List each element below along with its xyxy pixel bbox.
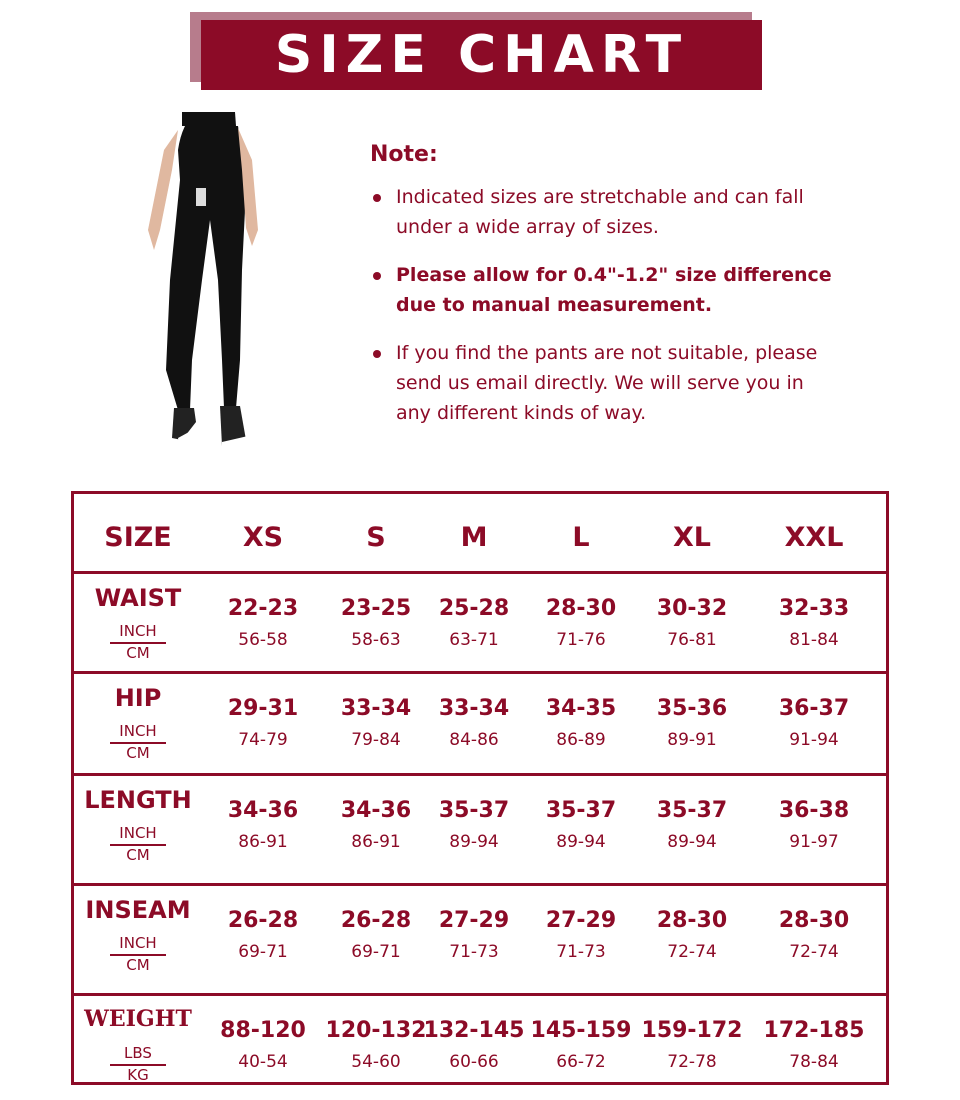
table-row — [74, 996, 886, 1084]
primary-value: 34-35 — [545, 696, 617, 721]
table-row — [74, 574, 886, 674]
primary-value: 30-32 — [656, 596, 728, 621]
secondary-value: 72-74 — [789, 942, 839, 962]
primary-value: 27-29 — [545, 908, 617, 933]
primary-value: 26-28 — [340, 908, 412, 933]
secondary-value: 81-84 — [789, 630, 839, 650]
unit-bottom-label: CM — [126, 644, 150, 662]
primary-value: 25-28 — [438, 596, 510, 621]
unit-top-label: INCH — [119, 722, 157, 740]
primary-value: 120-132 — [325, 1018, 427, 1043]
unit-bottom-label: CM — [126, 956, 150, 974]
unit-top-label: INCH — [119, 934, 157, 952]
secondary-value: 84-86 — [449, 730, 499, 750]
secondary-value: 86-91 — [238, 832, 288, 852]
unit-bottom-label: CM — [126, 744, 150, 762]
primary-value: 28-30 — [656, 908, 728, 933]
primary-value: 22-23 — [227, 596, 299, 621]
unit-top-label: INCH — [119, 622, 157, 640]
primary-value: 34-36 — [340, 798, 412, 823]
secondary-value: 58-63 — [351, 630, 401, 650]
note-list — [370, 182, 840, 446]
secondary-value: 69-71 — [238, 942, 288, 962]
unit-bottom-label: KG — [127, 1066, 149, 1084]
table-header-row — [74, 494, 886, 574]
secondary-value: 71-73 — [556, 942, 606, 962]
secondary-value: 40-54 — [238, 1052, 288, 1072]
secondary-value: 76-81 — [667, 630, 717, 650]
primary-value: 23-25 — [340, 596, 412, 621]
primary-value: 28-30 — [545, 596, 617, 621]
primary-value: 28-30 — [778, 908, 850, 933]
header-size-m: M — [460, 522, 488, 553]
unit-bottom-label: CM — [126, 846, 150, 864]
secondary-value: 89-94 — [556, 832, 606, 852]
secondary-value: 79-84 — [351, 730, 401, 750]
bullet-icon — [373, 350, 381, 358]
secondary-value: 86-91 — [351, 832, 401, 852]
bullet-icon — [373, 194, 381, 202]
primary-value: 27-29 — [438, 908, 510, 933]
header-size-s: S — [366, 522, 386, 553]
primary-value: 29-31 — [227, 696, 299, 721]
primary-value: 33-34 — [438, 696, 510, 721]
secondary-value: 60-66 — [449, 1052, 499, 1072]
primary-value: 35-37 — [438, 798, 510, 823]
secondary-value: 71-73 — [449, 942, 499, 962]
row-label: WAIST — [94, 584, 182, 612]
primary-value: 36-37 — [778, 696, 850, 721]
note-item: Please allow for 0.4"-1.2" size difference due to manual measurement. — [370, 260, 840, 320]
unit-top-label: LBS — [124, 1044, 152, 1062]
note-item: If you find the pants are not suitable, please send us email directly. We will serve you in any different kinds of way. — [370, 338, 840, 428]
secondary-value: 89-94 — [449, 832, 499, 852]
secondary-value: 89-94 — [667, 832, 717, 852]
primary-value: 34-36 — [227, 798, 299, 823]
secondary-value: 72-78 — [667, 1052, 717, 1072]
unit-top-label: INCH — [119, 824, 157, 842]
secondary-value: 66-72 — [556, 1052, 606, 1072]
secondary-value: 56-58 — [238, 630, 288, 650]
secondary-value: 69-71 — [351, 942, 401, 962]
secondary-value: 89-91 — [667, 730, 717, 750]
header-size-label: SIZE — [104, 522, 172, 553]
primary-value: 36-38 — [778, 798, 850, 823]
header-size-l: L — [572, 522, 590, 553]
header-size-xxl: XXL — [784, 522, 844, 553]
primary-value: 88-120 — [220, 1018, 306, 1043]
primary-value: 35-37 — [656, 798, 728, 823]
model-figure — [130, 110, 270, 460]
primary-value: 26-28 — [227, 908, 299, 933]
row-label: HIP — [114, 684, 162, 712]
table-row — [74, 776, 886, 886]
secondary-value: 91-97 — [789, 832, 839, 852]
row-label: INSEAM — [85, 896, 191, 924]
row-label: LENGTH — [84, 786, 192, 814]
primary-value: 145-159 — [530, 1018, 632, 1043]
primary-value: 35-36 — [656, 696, 728, 721]
header-size-xl: XL — [672, 522, 712, 553]
primary-value: 32-33 — [778, 596, 850, 621]
row-label: WEIGHT — [84, 1006, 192, 1032]
secondary-value: 91-94 — [789, 730, 839, 750]
primary-value: 159-172 — [641, 1018, 743, 1043]
note-item: Indicated sizes are stretchable and can fall under a wide array of sizes. — [370, 182, 840, 242]
secondary-value: 54-60 — [351, 1052, 401, 1072]
secondary-value: 72-74 — [667, 942, 717, 962]
primary-value: 132-145 — [423, 1018, 525, 1043]
header-size-xs: XS — [242, 522, 284, 553]
table-row — [74, 674, 886, 776]
secondary-value: 74-79 — [238, 730, 288, 750]
page-title: SIZE CHART — [201, 20, 762, 90]
primary-value: 172-185 — [763, 1018, 865, 1043]
primary-value: 35-37 — [545, 798, 617, 823]
size-table — [71, 491, 889, 1085]
table-row — [74, 886, 886, 996]
bullet-icon — [373, 272, 381, 280]
note-heading: Note: — [370, 142, 438, 167]
secondary-value: 86-89 — [556, 730, 606, 750]
secondary-value: 78-84 — [789, 1052, 839, 1072]
secondary-value: 71-76 — [556, 630, 606, 650]
primary-value: 33-34 — [340, 696, 412, 721]
secondary-value: 63-71 — [449, 630, 499, 650]
